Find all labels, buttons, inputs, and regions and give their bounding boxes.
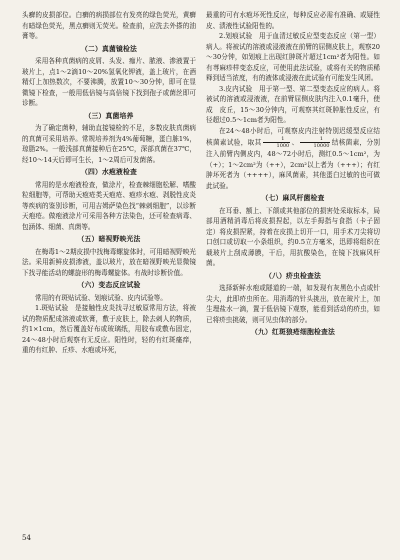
section-heading: （三）真菌培养 xyxy=(84,111,134,120)
paragraph: 常用的有斑贴试验、划痕试验、皮内试验等。 xyxy=(35,293,167,302)
fraction-denominator: 1000 xyxy=(276,143,290,149)
paragraph: 常用的是水疱液检查，做涂片，检查棘细胞松解、嗜酸粒细胞等，可帮助天疱疮类天疱疮、疱疹水疱、剥脱性皮炎等疾病的鉴别诊断，可用吉姆萨染色找“棘刺细胞”，以诊断天疱疮。做疱液涂片可采用各种方法染色，还可检查病毒、包涵体、细菌、真菌等。 xyxy=(22,180,196,231)
paragraph: 在梅毒1～2期皮损中找梅毒螺旋体时，可用暗视野映光法。采用新鲜皮损渗液，盖以玻片，放在暗视野映光显微镜下找寻能活动的螺旋形的梅毒螺旋体。有战时诊断价值。 xyxy=(22,247,196,277)
section-heading: （九）红斑狼疮细胞检查法 xyxy=(251,328,335,336)
fraction-denominator: 10000 xyxy=(313,143,330,149)
paragraph: 头癣的皮损部位。白癣的病损部位有发亮的绿色荧光，黄癣有暗绿色荧光，黑点癣则无荧光。检查前，应洗去外搽的油膏等。 xyxy=(22,11,196,40)
paragraph: 采用各种真菌病的皮屑、头发、痂片、脓液、渗液置于玻片上，点1～2滴10～20%氢氧化钾液，盖上玻片，在酒精灯上加热数次，不要沸腾，放置10～30分钟，即可在显微镜下检查，一般用低倍镜与高倍镜下找到孢子或菌丝即可诊断。 xyxy=(22,57,196,107)
page-number: 54 xyxy=(22,534,31,542)
left-column xyxy=(22,10,196,356)
paragraph: 最重的可有水疱坏死性反应，每种反应必需有准确、或疑性皮、渍液性试验阳性的。 xyxy=(206,11,380,30)
section-heading: （六）变态反应试验 xyxy=(77,281,141,289)
paragraph: 2.划痕试验 用于血清过敏反应型变态反应（第一型）病人。将被试的溶液或浸液液在前臂的屈侧皮肤上，观察20～30分钟，如划痕上出现红肿斑片超过1cm²者为阳性。如有荨麻疹样变态反应，可使用此法试验，或将有关的物质稀释到适当浓度，有的液体或浸液在此试验有可能发生风团。 xyxy=(206,32,380,82)
fraction xyxy=(300,136,331,149)
section-heading: （二）真菌镜检法 xyxy=(81,44,137,53)
paragraph-text: 、 xyxy=(291,138,299,147)
paragraph: 选择新鲜水疱或隧道的一端，如发现有灰黑色小点或针尖大，此即疥虫所在。用消毒的针头挑出，放在玻片上，加生理盐水一滴，置于低倍镜下观察，能看到活动的疥虫，如已将疥虫挑破，则可见虫体的部分。 xyxy=(206,284,380,324)
paragraph: 1.斑贴试验 是接触性皮炎找寻过敏原常用方法，将被试的物质配成溶液或软膏，敷于皮肤上，除去刺人的物质，约1×1cm，然后覆盖好布或玻璃纸，用胶布或敷布固定，24～48小时后观察有无反应。阳性时，轻的有红斑瘙痒，重的有红肿、丘疹、水疱或坏死， xyxy=(22,304,196,354)
paragraph: 在耳垂、额上、下颌或其他部位的损害处采取标本，局部用酒精消毒后将皮损捏起，以左手拇指与食指（卡子固定）将皮损捏紧，持着在皮损上切开一口，用手术刀尖将切口创口或切取一小条组织，约0.5立方毫米，迅即将组织在载玻片上刮成薄膜，干后，用抗酸染色，在镜下找麻风杆菌。 xyxy=(206,206,380,267)
text-columns xyxy=(22,10,380,356)
fraction xyxy=(263,136,291,149)
paragraph xyxy=(206,126,380,192)
section-heading: （八）疥虫检查法 xyxy=(265,271,321,280)
section-heading: （五）暗视野映光法 xyxy=(77,235,141,243)
section-heading: （七）麻风杆菌检查 xyxy=(261,194,325,202)
paragraph-text: 在24～48小时后，可观察皮内注射特别迟缓型反应结核菌素试验，取其 xyxy=(206,126,380,147)
section-heading: （四）水疱液检查 xyxy=(81,168,137,176)
paragraph: 3.皮内试验 用于第一型、第二型变态反应的病人。将被试的溶液或浸液液，在前臂屈侧皮肤内注入0.1毫升，使成 皮丘，15～30分钟内，可观察其红斑肿胀性反应，有径超过0.5～1cm者为阳性。 xyxy=(206,84,380,124)
paragraph-text: 结核菌素，分别注入前臂内侧皮内，48～72小时后，测红0.5～1cm²，为（+）；1～2cm²为（++），2cm²以上者为（+++）；有红肿坏死者为（++++），麻风菌素，其他蛋白过敏的也可做此试验。 xyxy=(206,138,381,190)
fraction-numerator: 1 xyxy=(263,136,291,143)
right-column xyxy=(206,10,380,340)
paragraph: 为了确定菌种，辅助直接镜检的不足，多数皮肤真菌病的真菌可采用培养。常规培养剂为4%葡萄糖，蛋白胨1%，琼脂2%。一般浅部真菌接种后在25℃，深部真菌在37℃，经10～14天后即可生长，1～2周后可发菌落。 xyxy=(22,124,196,164)
fraction-numerator: 1 xyxy=(300,136,331,143)
